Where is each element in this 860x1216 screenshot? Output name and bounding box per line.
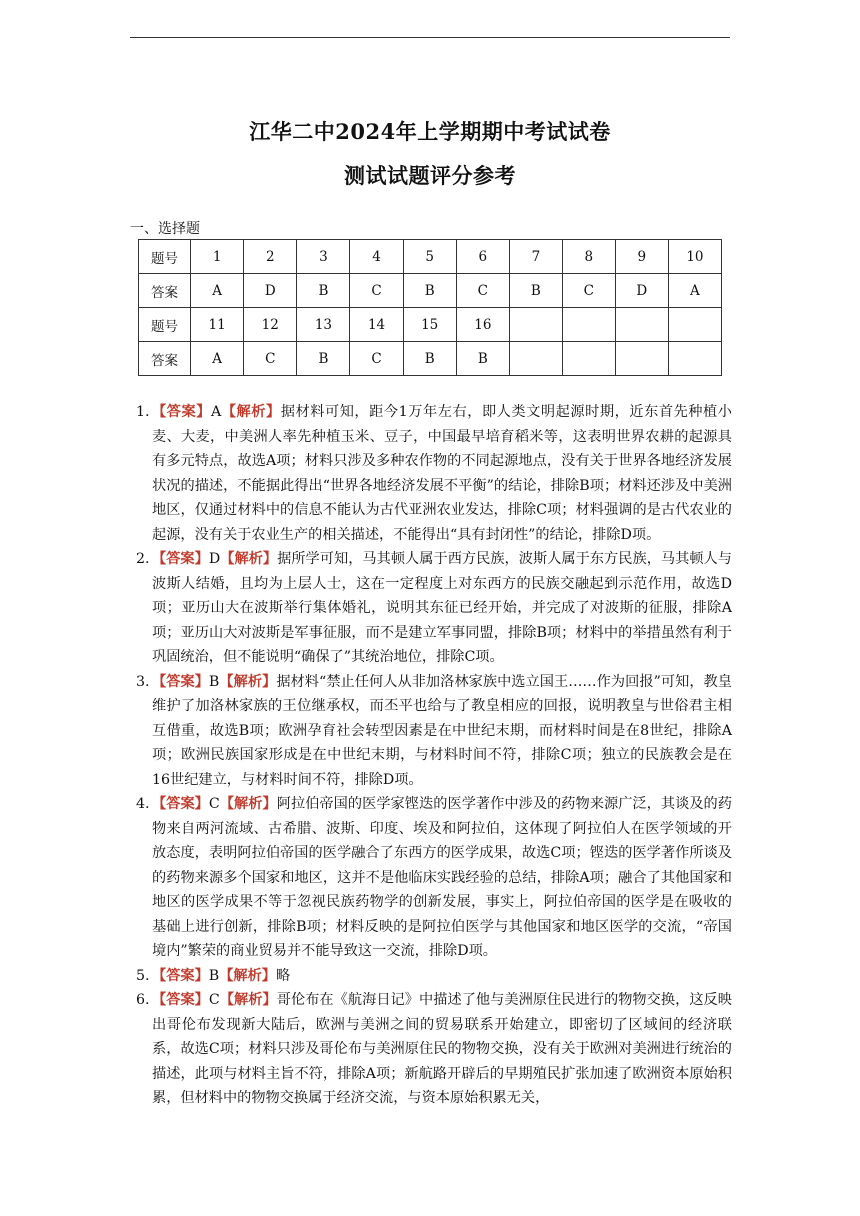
list-item [136, 988, 732, 1111]
table-row-header: 答案 [139, 274, 191, 308]
table-cell: C [244, 342, 297, 376]
answer-tag: 【答案】 [152, 404, 211, 420]
answer-tag: 【答案】 [152, 673, 209, 690]
analysis-tag: 【解析】 [219, 992, 277, 1008]
table-row [139, 342, 722, 376]
table-cell [615, 308, 668, 342]
table-cell: 14 [350, 308, 403, 342]
table-cell: 7 [509, 240, 562, 274]
table-cell: C [350, 342, 403, 376]
table-cell: 15 [403, 308, 456, 342]
table-cell: 5 [403, 240, 456, 274]
table-cell: 12 [244, 308, 297, 342]
answer-letter: D [208, 551, 221, 567]
table-cell [562, 308, 615, 342]
table-cell: B [456, 342, 509, 376]
analysis-text: 阿拉伯帝国的医学家铿迭的医学著作中涉及的药物来源广泛，其谈及的药物来自两河流域、古希腊、波斯、印度、埃及和阿拉伯，这体现了阿拉伯人在医学领域的开放态度，表明阿拉伯帝国的医学融合了东西方的医学成果，故选C项；铿迭的医学著作所谈及的药物来源多个国家和地区，这并不是他临床实践经验的总结，排除A项；融合了其他国家和地区的医学成果不等于忽视民族药物学的创新发展，事实上，阿拉伯帝国的医学是在吸收的基础上进行创新，排除B项；材料反映的是阿拉伯医学与其他国家和地区医学的交流，“帝国境内”繁荣的商业贸易并不能导致这一交流，排除D项。 [152, 796, 732, 959]
analysis-tag: 【解析】 [219, 796, 277, 812]
table-cell: 6 [456, 240, 509, 274]
item-number: 3. [136, 673, 150, 690]
table-cell [509, 308, 562, 342]
table-row [139, 240, 722, 274]
table-cell: 1 [191, 240, 244, 274]
answer-tag: 【答案】 [152, 796, 209, 812]
answer-letter: C [208, 992, 220, 1008]
table-cell [668, 342, 721, 376]
list-item [136, 400, 732, 547]
page-subtitle: 测试试题评分参考 [344, 163, 516, 188]
table-cell: D [615, 274, 668, 308]
list-item [136, 964, 732, 989]
analysis-text: 据材料“禁止任何人从非加洛林家族中选立国王……作为回报”可知，教皇维护了加洛林家族的王位继承权，而丕平也给与了教皇相应的回报，说明教皇与世俗君主相互借重，故选B项；欧洲孕育社会转型因素是在中世纪末期，而材料时间是在8世纪，排除A项；欧洲民族国家形成是在中世纪末期，与材料时间不符，排除C项；独立的民族教会是在16世纪建立，与材料时间不符，排除D项。 [152, 673, 732, 788]
table-row-header: 答案 [139, 342, 191, 376]
item-number: 5. [136, 967, 150, 984]
table-cell: C [562, 274, 615, 308]
table-cell: D [244, 274, 297, 308]
answer-tag: 【答案】 [152, 967, 209, 984]
item-number: 1. [136, 404, 150, 420]
table-cell: 11 [191, 308, 244, 342]
header-rule [130, 37, 730, 38]
section-title: 一、选择题 [130, 221, 200, 237]
list-item [136, 792, 732, 964]
answer-letter: B [208, 967, 220, 984]
table-cell: 2 [244, 240, 297, 274]
answer-tag: 【答案】 [152, 992, 209, 1008]
item-number: 6. [136, 992, 150, 1008]
analysis-text: 据材料可知，距今1万年左右，即人类文明起源时期，近东首先种植小麦、大麦，中美洲人率先种植玉米、豆子，中国最早培育稻米等，这表明世界农耕的起源具有多元特点，故选A项；材料只涉及多种农作物的不同起源地点，没有关于世界各地经济发展状况的描述，不能据此得出“世界各地经济发展不平衡”的结论，排除B项；材料还涉及中美洲地区，仅通过材料中的信息不能认为古代亚洲农业发达，排除C项；材料强调的是古代农业的起源，没有关于农业生产的相关描述，不能得出“具有封闭性”的结论，排除D项。 [152, 404, 732, 543]
table-row [139, 308, 722, 342]
analysis-tag: 【解析】 [219, 673, 277, 690]
table-cell: B [403, 274, 456, 308]
table-cell [668, 308, 721, 342]
answer-letter: C [208, 796, 220, 812]
analysis-text: 略 [275, 967, 291, 984]
table-cell: 13 [297, 308, 350, 342]
table-row-header: 题号 [139, 240, 191, 274]
analysis-text: 据所学可知，马其顿人属于西方民族，波斯人属于东方民族，马其顿人与波斯人结婚，且均为上层人士，这在一定程度上对东西方的民族交融起到示范作用，故选D项；亚历山大在波斯举行集体婚礼，说明其东征已经开始，并完成了对波斯的征服，排除A项；亚历山大对波斯是军事征服，而不是建立军事同盟，排除B项；材料中的举措虽然有利于巩固统治，但不能说明“确保了”其统治地位，排除C项。 [152, 551, 732, 665]
analysis-tag: 【解析】 [221, 404, 281, 420]
table-cell: B [509, 274, 562, 308]
table-cell: B [297, 342, 350, 376]
answer-letter: B [208, 673, 220, 690]
table-cell: 16 [456, 308, 509, 342]
table-cell: B [297, 274, 350, 308]
analysis-tag: 【解析】 [220, 551, 278, 567]
table-cell: A [668, 274, 721, 308]
table-row [139, 274, 722, 308]
table-cell: B [403, 342, 456, 376]
answer-tag: 【答案】 [152, 551, 209, 567]
table-row-header: 题号 [139, 308, 191, 342]
table-cell: 9 [615, 240, 668, 274]
table-cell [509, 342, 562, 376]
table-cell: C [350, 274, 403, 308]
analysis-text: 哥伦布在《航海日记》中描述了他与美洲原住民进行的物物交换，这反映出哥伦布发现新大陆后，欧洲与美洲之间的贸易联系开始建立，即密切了区域间的经济联系，故选C项；材料只涉及哥伦布与美洲原住民的物物交换，没有关于欧洲对美洲进行统治的描述，此项与材料主旨不符，排除A项；新航路开辟后的早期殖民扩张加速了欧洲资本原始积累，但材料中的物物交换属于经济交流，与资本原始积累无关， [152, 992, 732, 1106]
item-number: 2. [136, 551, 150, 567]
list-item [136, 547, 732, 670]
table-cell: A [191, 342, 244, 376]
table-cell: 10 [668, 240, 721, 274]
table-cell: A [191, 274, 244, 308]
page-title: 江华二中2024年上学期期中考试试卷 [249, 119, 611, 144]
table-cell: 4 [350, 240, 403, 274]
item-number: 4. [136, 796, 150, 812]
table-cell [615, 342, 668, 376]
table-cell: 3 [297, 240, 350, 274]
explanation-list [136, 400, 732, 1111]
answer-letter: A [210, 404, 222, 420]
table-cell [562, 342, 615, 376]
list-item [136, 670, 732, 793]
answer-table [138, 239, 722, 376]
table-cell: 8 [562, 240, 615, 274]
analysis-tag: 【解析】 [219, 967, 276, 984]
table-cell: C [456, 274, 509, 308]
